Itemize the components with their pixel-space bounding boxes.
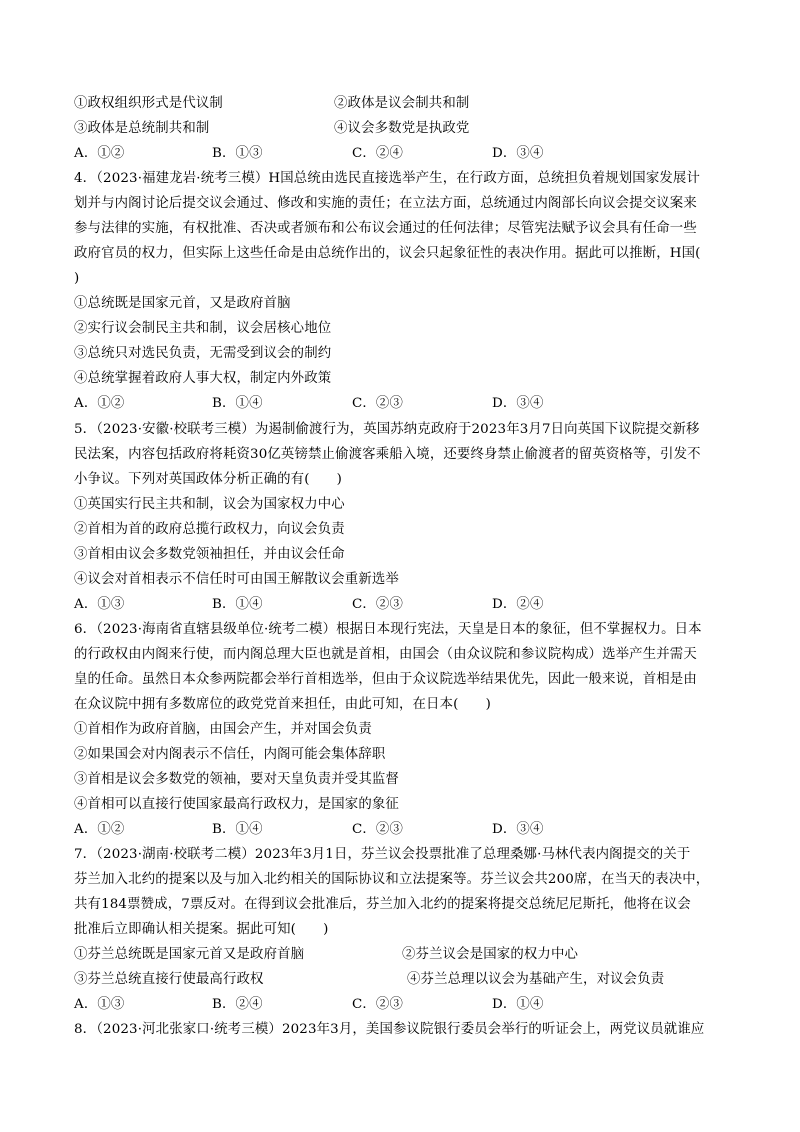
statement-4: ④芬兰总理以议会为基础产生，对议会负责 <box>407 972 665 987</box>
statement-4: ④议会多数党是执政党 <box>334 121 470 136</box>
question-7-stem: 7．（2023·湖南·校联考二模）2023年3月1日，芬兰议会投票批准了总理桑娜·马林代表内阁提交的关于 <box>74 847 691 862</box>
question-5-stem: 小争议。下列对英国政体分析正确的有( ) <box>74 472 343 487</box>
statement-2: ②如果国会对内阁表示不信任，内阁可能会集体辞职 <box>74 747 386 762</box>
statement-row <box>74 92 470 116</box>
question-5-stem: 5．（2023·安徽·校联考三模）为遏制偷渡行为，英国苏纳克政府于2023年3月7日向英国下议院提交新移 <box>74 422 700 437</box>
statement-3: ③政体是总统制共和制 <box>74 121 210 136</box>
question-4-stem: ) <box>74 271 80 286</box>
answer-choices <box>74 818 544 842</box>
statement-2: ②芬兰议会是国家的权力中心 <box>402 947 579 962</box>
choice-c[interactable]: C．②③ <box>352 396 404 411</box>
statement-2: ②政体是议会制共和制 <box>334 96 470 111</box>
choice-c[interactable]: C．②③ <box>352 997 404 1012</box>
question-6-stem: 的行政权由内阁来行使，而内阁总理大臣也就是首相，由国会（由众议院和参议院构成）选举产生并需天 <box>74 647 697 662</box>
question-7-stem: 共有184票赞成，7票反对。在得到议会批准后，芬兰加入北约的提案将提交总统尼尼斯托，他将在议会 <box>74 897 691 912</box>
choice-d[interactable]: D．③④ <box>492 146 544 161</box>
answer-choices <box>74 993 544 1017</box>
answer-choices <box>74 593 544 617</box>
question-8-stem: 8．（2023·河北张家口·统考三模）2023年3月，美国参议院银行委员会举行的听证会上，两党议员就谁应 <box>74 1022 705 1037</box>
statement-1: ①英国实行民主共和制，议会为国家权力中心 <box>74 497 345 512</box>
choice-a[interactable]: A．①② <box>74 396 125 411</box>
statement-4: ④首相可以直接行使国家最高行政权力，是国家的象征 <box>74 797 399 812</box>
choice-d[interactable]: D．①④ <box>492 997 544 1012</box>
question-7-stem: 芬兰加入北约的提案以及与加入北约相关的国际协议和立法提案等。芬兰议会共200席，在当天的表决中， <box>74 872 710 887</box>
answer-choices <box>74 392 544 416</box>
question-4-stem: 划并与内阁讨论后提交议会通过、修改和实施的责任；在立法方面，总统通过内阁部长向议会提交议案来 <box>74 196 697 211</box>
choice-b[interactable]: B．①④ <box>212 396 263 411</box>
statement-1: ①首相作为政府首脑，由国会产生，并对国会负责 <box>74 722 372 737</box>
question-4-stem: 4．（2023·福建龙岩·统考三模）H国总统由选民直接选举产生，在行政方面，总统担负着规划国家发展计 <box>74 171 700 186</box>
choice-a[interactable]: A．①② <box>74 822 125 837</box>
question-4-stem: 参与法律的实施，有权批准、否决或者颁布和公布议会通过的任何法律；尽管宪法赋予议会具有任命一些 <box>74 221 697 236</box>
question-7-stem: 批准后立即确认相关提案。据此可知( ) <box>74 922 329 937</box>
statement-3: ③芬兰总统直接行使最高行政权 <box>74 972 264 987</box>
statement-3: ③首相由议会多数党领袖担任，并由议会任命 <box>74 547 345 562</box>
choice-d[interactable]: D．③④ <box>492 396 544 411</box>
choice-b[interactable]: B．①④ <box>212 822 263 837</box>
statement-4: ④议会对首相表示不信任时可由国王解散议会重新选举 <box>74 572 399 587</box>
question-6-stem: 皇的任命。虽然日本众参两院都会举行首相选举，但由于众议院选举结果优先，因此一般来说，首相是由 <box>74 672 697 687</box>
choice-a[interactable]: A．①③ <box>74 997 125 1012</box>
question-5-stem: 民法案，内容包括政府将耗资30亿英镑禁止偷渡客乘船入境，还要终身禁止偷渡者的留英资格等，引发不 <box>74 447 701 462</box>
choice-a[interactable]: A．①③ <box>74 597 125 612</box>
choice-d[interactable]: D．②④ <box>492 597 544 612</box>
choice-b[interactable]: B．①③ <box>212 146 263 161</box>
choice-b[interactable]: B．①④ <box>212 597 263 612</box>
choice-b[interactable]: B．②④ <box>212 997 263 1012</box>
statement-1: ①政权组织形式是代议制 <box>74 96 223 111</box>
choice-a[interactable]: A．①② <box>74 146 125 161</box>
answer-choices <box>74 142 544 166</box>
statement-1: ①芬兰总统既是国家元首又是政府首脑 <box>74 947 305 962</box>
statement-2: ②首相为首的政府总揽行政权力，向议会负责 <box>74 522 345 537</box>
choice-c[interactable]: C．②④ <box>352 146 404 161</box>
question-6-stem: 在众议院中拥有多数席位的政党党首来担任，由此可知，在日本( ) <box>74 697 491 712</box>
statement-2: ②实行议会制民主共和制，议会居核心地位 <box>74 321 332 336</box>
choice-c[interactable]: C．②③ <box>352 822 404 837</box>
statement-4: ④总统掌握着政府人事大权，制定内外政策 <box>74 371 332 386</box>
statement-row <box>74 117 470 141</box>
statement-row <box>74 968 665 992</box>
statement-3: ③首相是议会多数党的领袖，要对天皇负责并受其监督 <box>74 772 399 787</box>
question-6-stem: 6．（2023·海南省直辖县级单位·统考二模）根据日本现行宪法，天皇是日本的象征，但不掌握权力。日本 <box>74 622 702 637</box>
statement-row <box>74 943 579 967</box>
question-4-stem: 政府官员的权力，但实际上这些任命是由总统作出的，议会只起象征性的表决作用。据此可以推断，H国( <box>74 246 701 261</box>
statement-1: ①总统既是国家元首，又是政府首脑 <box>74 296 291 311</box>
choice-d[interactable]: D．③④ <box>492 822 544 837</box>
choice-c[interactable]: C．②③ <box>352 597 404 612</box>
statement-3: ③总统只对选民负责，无需受到议会的制约 <box>74 346 332 361</box>
